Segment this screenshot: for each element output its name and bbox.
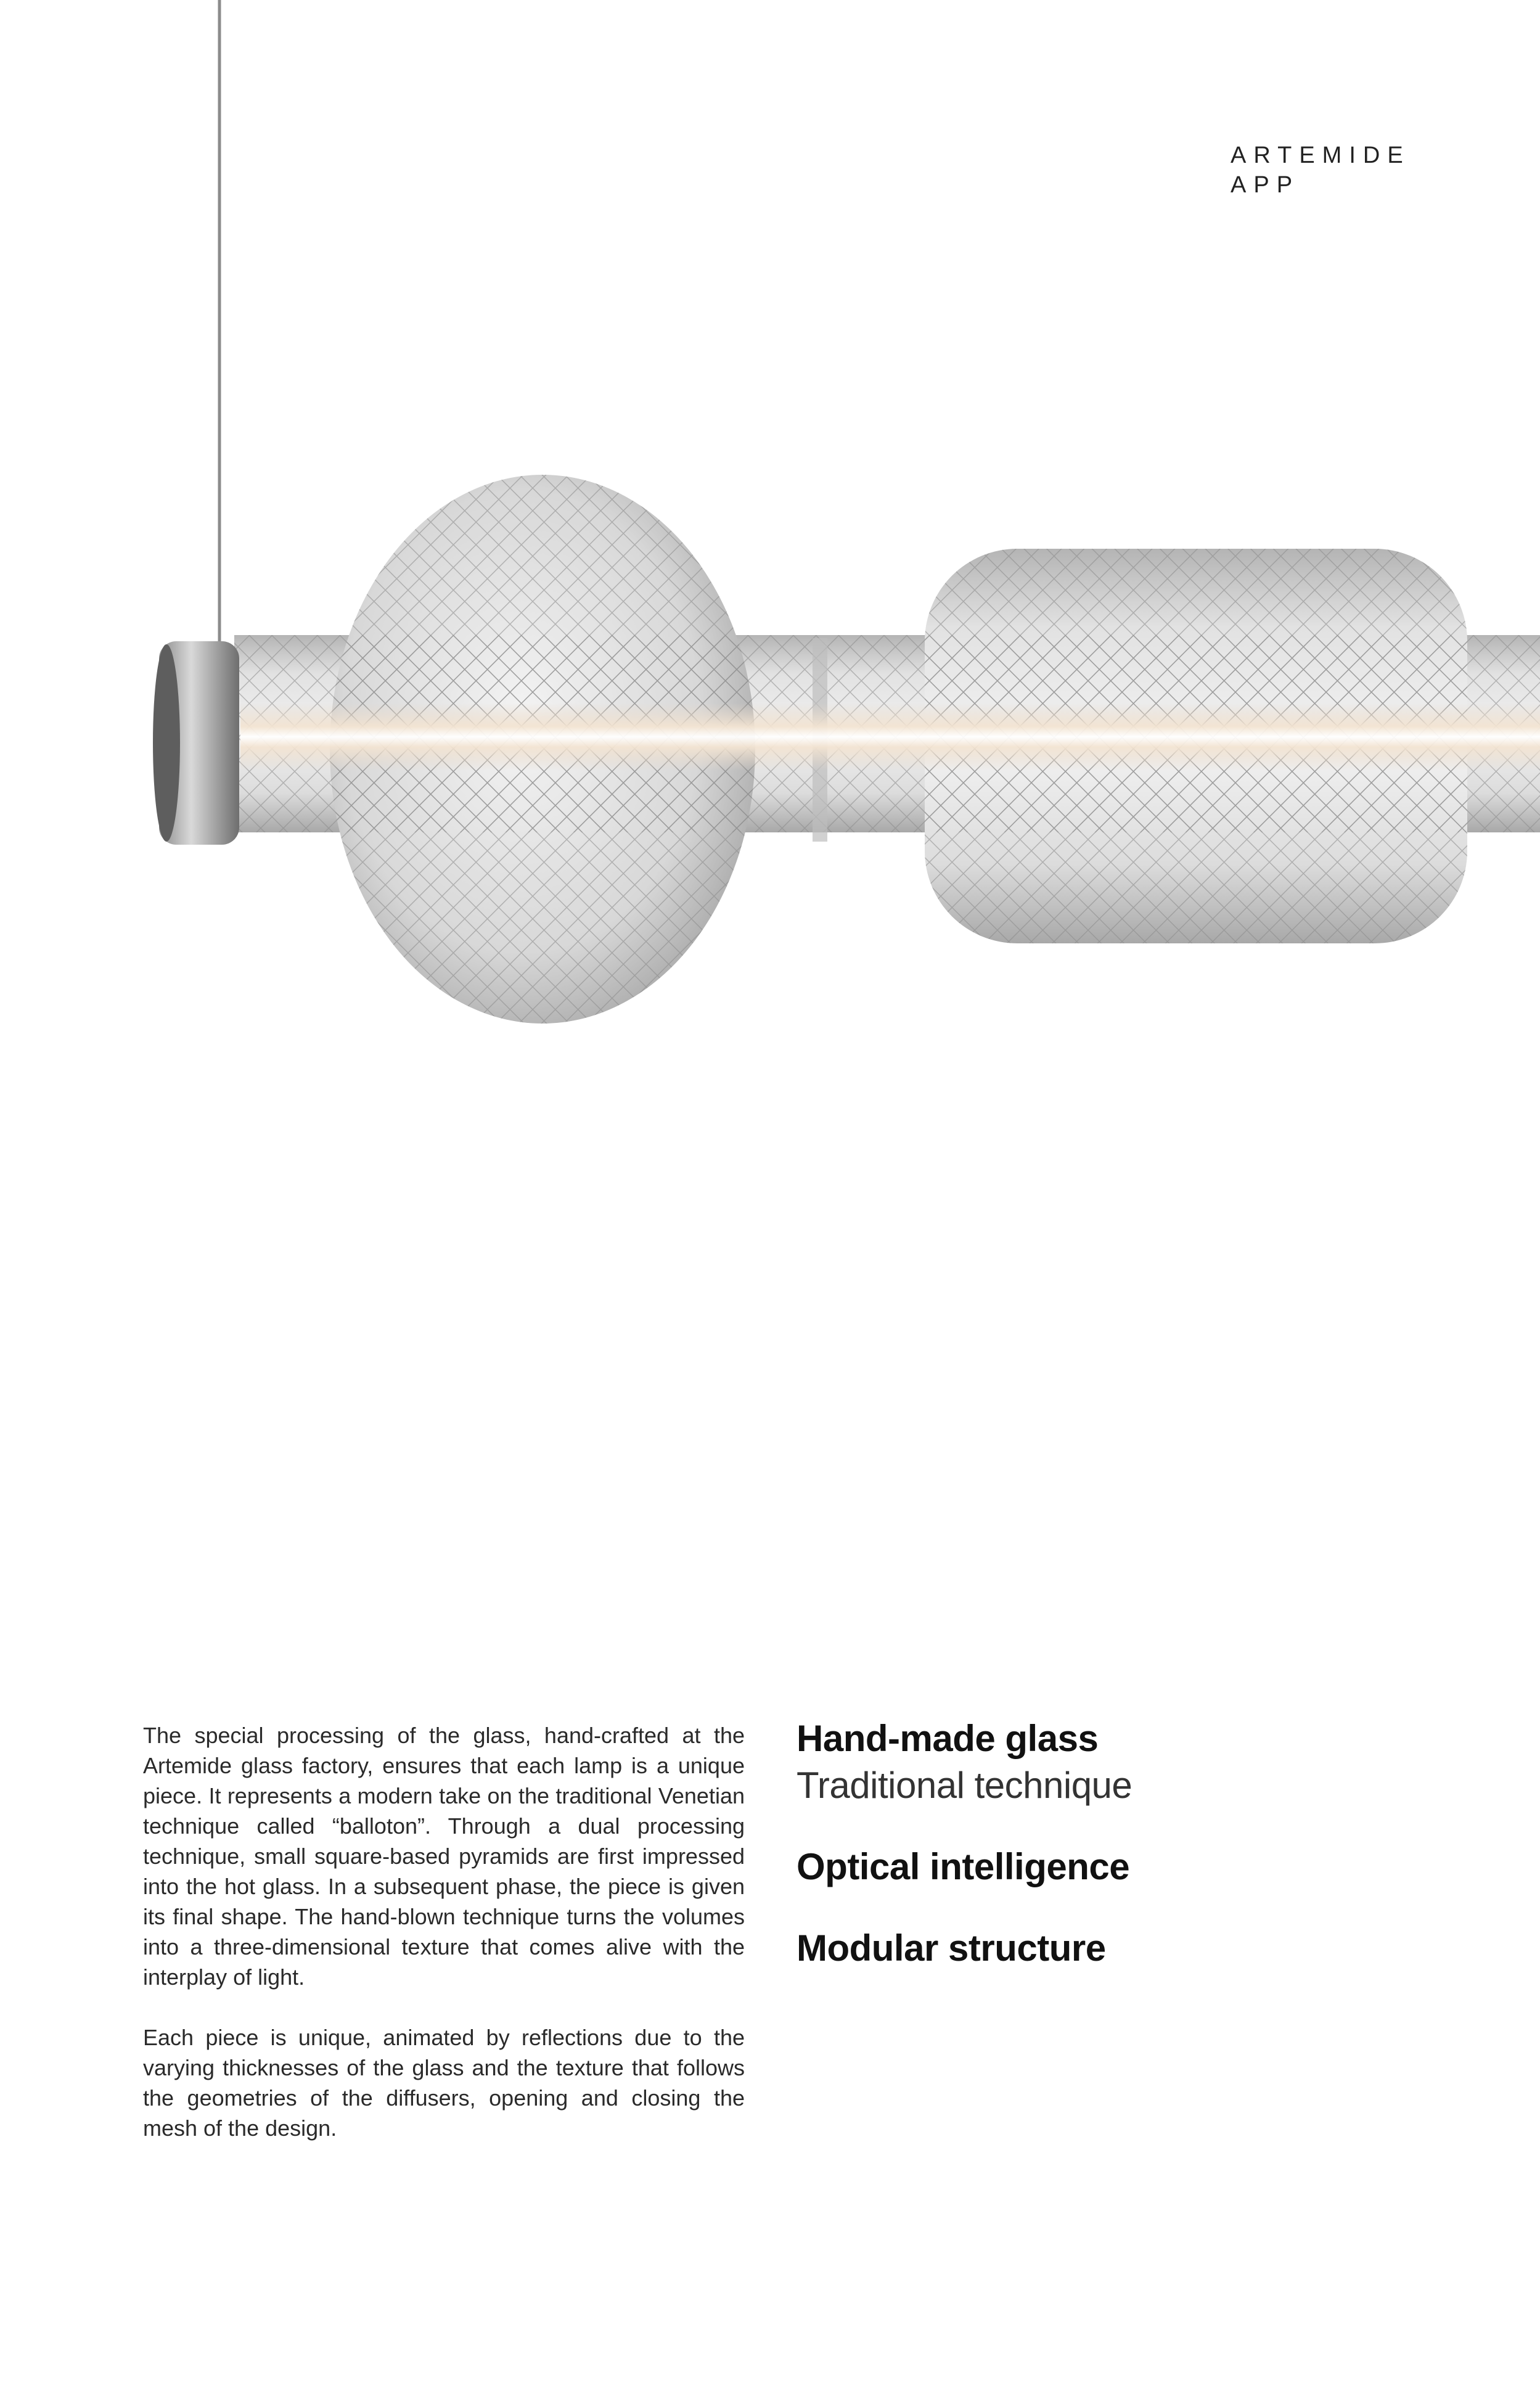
feature-title: Optical intelligence <box>797 1846 1130 1887</box>
description-paragraph-1: The special processing of the glass, hand-crafted at the Artemide glass factory, ensures that each lamp is a unique piece. It represents a modern take on the traditional Venetian technique called “balloton”. Through a dual processing technique, small square-based pyramids are first impressed into the hot glass. In a subsequent phase, the piece is given its final shape. The hand-blown technique turns the volumes into a three-dimensional texture that comes alive with the interplay of light. <box>143 1723 745 1990</box>
feature-handmade-glass <box>797 1715 1413 1809</box>
brand-line-1: ARTEMIDE <box>1231 142 1411 168</box>
light-core <box>240 703 1540 771</box>
brand-line-2: APP <box>1231 172 1300 198</box>
description-paragraph-2: Each piece is unique, animated by reflections due to the varying thicknesses of the glass and the texture that follows the geometries of the diffusers, opening and closing the mesh of the design. <box>143 2025 745 2141</box>
feature-optical-intelligence <box>797 1844 1413 1890</box>
feature-modular-structure <box>797 1925 1413 1972</box>
feature-title: Hand-made glass <box>797 1718 1099 1759</box>
brand-logo <box>1231 141 1411 200</box>
feature-list <box>797 1715 1413 2006</box>
description-text <box>143 1720 745 2173</box>
feature-title: Modular structure <box>797 1927 1106 1969</box>
feature-subtitle: Traditional technique <box>797 1765 1132 1806</box>
